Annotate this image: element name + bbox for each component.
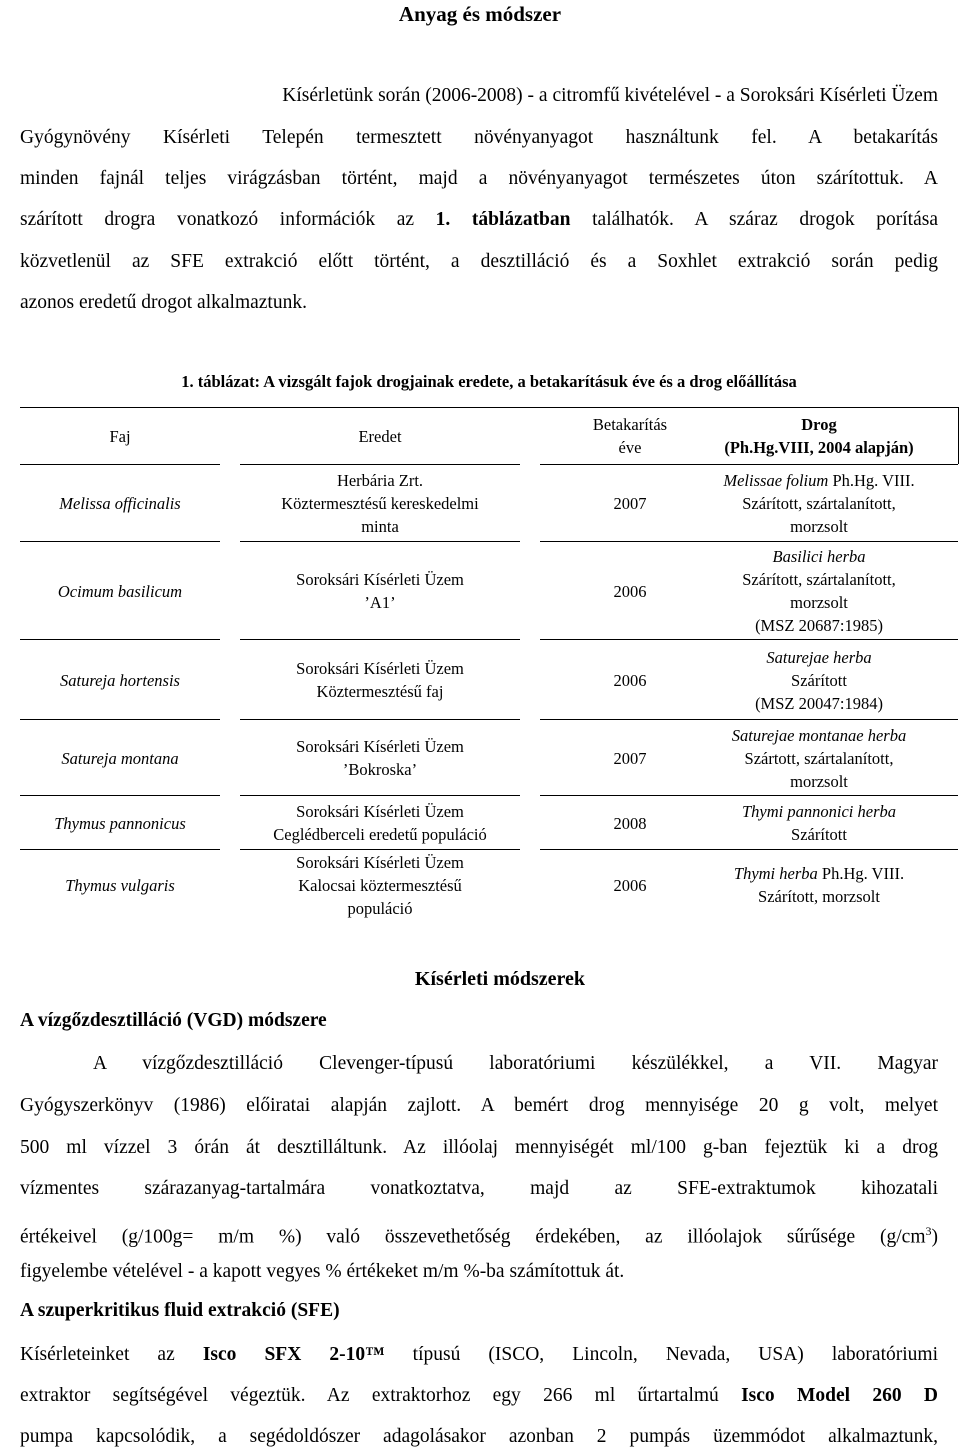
cell-eredet: Soroksári Kísérleti Üzem ’A1’ bbox=[296, 570, 464, 612]
isco-sfx: Isco SFX 2-10™ bbox=[202, 1344, 385, 1365]
sfe-line-1: Kísérleteinket az Isco SFX 2-10™ típusú (ISCO, Lincoln, Nevada, USA) laboratóriumi bbox=[20, 1344, 938, 1365]
table-ref: 1. táblázatban bbox=[435, 209, 571, 230]
cell-drog: Melissae folium Ph.Hg. VIII. Szárított, szártalanított, morzsolt bbox=[723, 471, 915, 536]
cell-eredet: Herbária Zrt. Köztermesztésű kereskedelmi minta bbox=[281, 471, 479, 536]
cell-ev: 2006 bbox=[613, 581, 647, 601]
methods-heading: Kísérleti módszerek bbox=[414, 968, 586, 990]
cell-eredet: Soroksári Kísérleti Üzem Köztermesztésű faj bbox=[296, 659, 464, 701]
table-caption: 1. táblázat: A vizsgált fajok drogjainak eredete, a betakarításuk éve és a drog előállítása bbox=[181, 372, 797, 391]
cell-faj: Satureja montana bbox=[61, 748, 179, 768]
isco-model: Isco Model 260 D bbox=[741, 1385, 938, 1406]
vgd-line-2: Gyógyszerkönyv (1986) előiratai alapján zajlott. A bemért drog mennyisége 20 g volt, melyet bbox=[20, 1095, 938, 1116]
cell-eredet: Soroksári Kísérleti Üzem ’Bokroska’ bbox=[296, 737, 464, 779]
cell-eredet: Soroksári Kísérleti Üzem Kalocsai köztermesztésű populáció bbox=[296, 852, 464, 918]
sfe-line-3: pumpa kapcsolódik, a segédoldószer adagolásakor azonban 2 pumpás üzemmódot alkalmaztunk, bbox=[20, 1426, 938, 1447]
vgd-line-1: A vízgőzdesztilláció Clevenger-típusú laboratóriumi készülékkel, a VII. Magyar bbox=[93, 1053, 938, 1074]
header-ev: Betakarítás éve bbox=[592, 415, 668, 457]
intro-line-2: Gyógynövény Kísérleti Telepén termesztett növényanyagot használtunk fel. A betakarítás bbox=[20, 127, 938, 148]
vgd-heading: A vízgőzdesztilláció (VGD) módszere bbox=[20, 1010, 327, 1031]
cell-faj: Satureja hortensis bbox=[60, 670, 180, 690]
intro-line-1: Kísérletünk során (2006-2008) - a citromfű kivételével - a Soroksári Kísérleti Üzem bbox=[282, 85, 938, 106]
intro-line-5: közvetlenül az SFE extrakció előtt történt, a desztilláció és a Soxhlet extrakció során pedig bbox=[20, 251, 938, 272]
cell-eredet: Soroksári Kísérleti Üzem Ceglédberceli eredetű populáció bbox=[273, 802, 487, 844]
cell-drog: Saturejae herba Szárított (MSZ 20047:1984) bbox=[755, 647, 883, 713]
header-eredet: Eredet bbox=[358, 426, 402, 446]
intro-line-4-tail: találhatók. A száraz drogok porítása bbox=[570, 209, 938, 230]
intro-line-3: minden fajnál teljes virágzásban történt, majd a növényanyagot természetes úton szárítottuk. A bbox=[20, 168, 938, 189]
sfe-line-2: extraktor segítségével végeztük. Az extraktorhoz egy 266 ml űrtartalmú Isco Model 260 D bbox=[20, 1385, 938, 1406]
vgd-line-6: figyelembe vételével - a kapott vegyes % értékeket m/m %-ba számítottuk át. bbox=[20, 1261, 625, 1282]
intro-line-6: azonos eredetű drogot alkalmaztunk. bbox=[20, 292, 307, 313]
cell-drog: Saturejae montanae herba Szártott, szártalanított, morzsolt bbox=[731, 725, 907, 791]
sfe-heading: A szuperkritikus fluid extrakció (SFE) bbox=[20, 1300, 340, 1321]
header-faj: Faj bbox=[109, 426, 131, 446]
intro-line-4-head: szárított drogra vonatkozó információk az bbox=[20, 209, 436, 230]
cell-faj: Thymus pannonicus bbox=[54, 813, 186, 833]
cell-faj: Ocimum basilicum bbox=[57, 581, 183, 601]
cell-drog: Basilici herba Szárított, szártalanított, morzsolt (MSZ 20687:1985) bbox=[742, 547, 896, 635]
intro-line-4 bbox=[20, 207, 938, 233]
vgd-line-5: értékeivel (g/100g= m/m %) való összevethetőség érdekében, az illóolajok sűrűsége $(g/cm^3)$ bbox=[20, 1224, 938, 1248]
table-right-border bbox=[958, 407, 959, 464]
page-title: Anyag és módszer bbox=[398, 2, 562, 26]
cell-drog: Thymi herba Ph.Hg. VIII. Szárított, morzsolt bbox=[733, 864, 905, 906]
cell-ev: 2007 bbox=[613, 748, 647, 768]
superscript-3: 3 bbox=[925, 1224, 932, 1238]
cell-drog: Thymi pannonici herba Szárított bbox=[742, 802, 896, 844]
header-drog: Drog (Ph.Hg.VIII, 2004 alapján) bbox=[724, 415, 914, 457]
cell-ev: 2007 bbox=[613, 494, 647, 513]
vgd-line-4: vízmentes szárazanyag-tartalmára vonatkoztatva, majd az SFE-extraktumok kihozatali bbox=[20, 1178, 938, 1199]
cell-ev: 2006 bbox=[613, 875, 647, 895]
cell-faj: Thymus vulgaris bbox=[65, 875, 175, 895]
cell-ev: 2008 bbox=[613, 813, 647, 833]
cell-ev: 2006 bbox=[613, 670, 647, 690]
cell-faj: Melissa officinalis bbox=[59, 494, 181, 513]
vgd-line-3: 500 ml vízzel 3 órán át desztilláltunk. Az illóolaj mennyiségét ml/100 g-ban fejeztük ki a drog bbox=[20, 1137, 938, 1158]
